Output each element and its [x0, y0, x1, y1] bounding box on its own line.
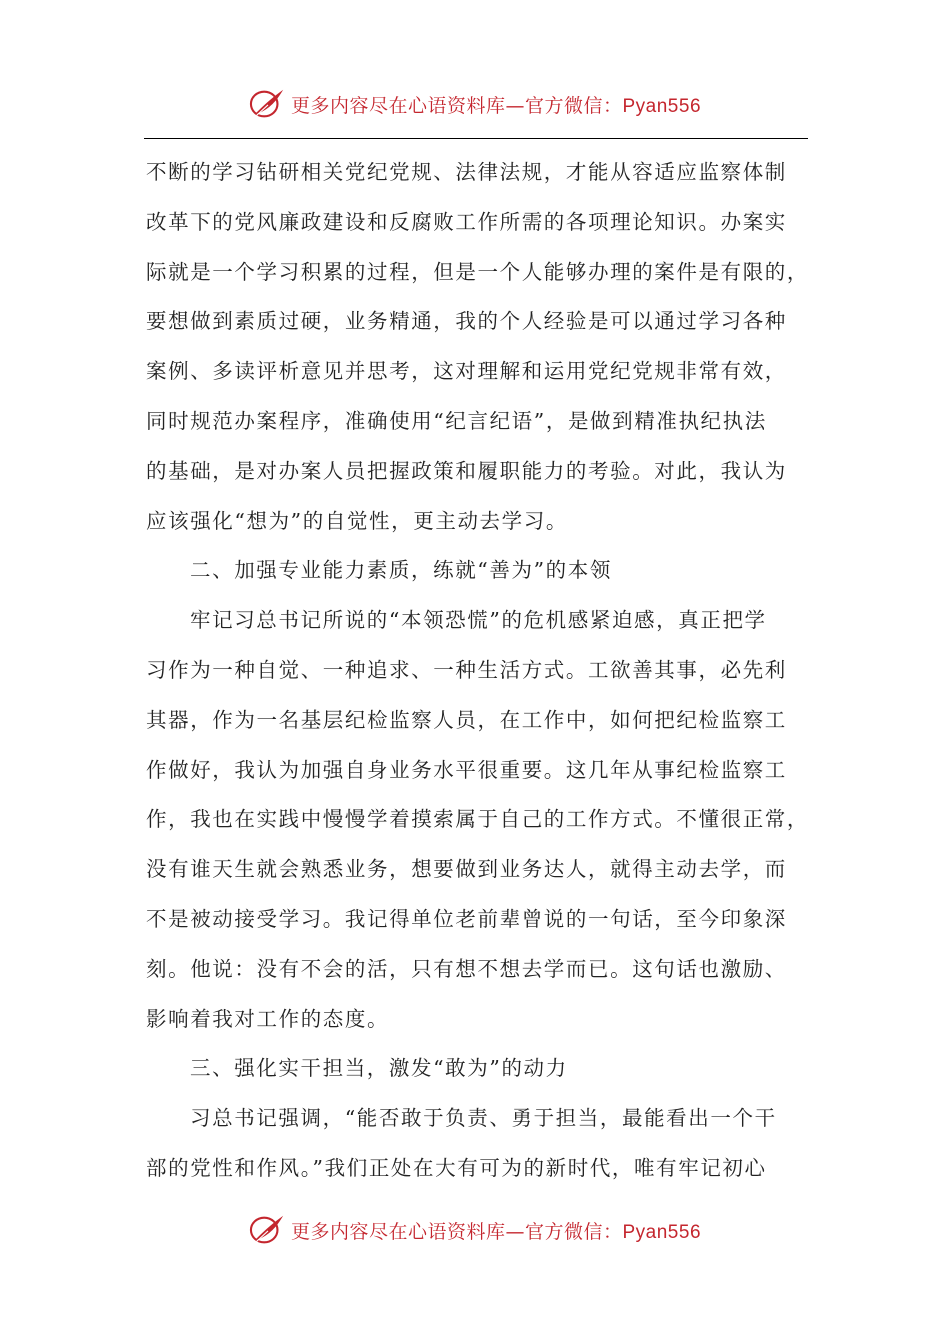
watermark-text: 更多内容尽在心语资料库—官方微信：Pyan556: [290, 1220, 702, 1243]
text-line: 要想做到素质过硬，业务精通，我的个人经验是可以通过学习各种: [146, 309, 787, 334]
header-divider: [144, 138, 808, 139]
feather-quill-logo-icon: [249, 86, 287, 122]
text-line: 牢记习总书记所说的“本领恐慌”的危机感紧迫感，真正把学: [190, 608, 767, 633]
text-line: 案例、多读评析意见并思考，这对理解和运用党纪党规非常有效，: [146, 359, 787, 384]
text-line: 二、加强专业能力素质，练就“善为”的本领: [190, 558, 612, 583]
text-line: 际就是一个学习积累的过程，但是一个人能够办理的案件是有限的，: [146, 259, 809, 284]
text-line: 刻。他说：没有不会的活，只有想不想去学而已。这句话也激励、: [146, 956, 787, 981]
text-line: 习总书记强调，“能否敢于负责、勇于担当，最能看出一个干: [190, 1106, 777, 1131]
text-line: 作做好，我认为加强自身业务水平很重要。这几年从事纪检监察工: [146, 757, 787, 782]
text-line: 习作为一种自觉、一种追求、一种生活方式。工欲善其事，必先利: [146, 657, 787, 682]
text-line: 影响着我对工作的态度。: [146, 1006, 390, 1031]
header-watermark: [0, 84, 950, 124]
text-line: 没有谁天生就会熟悉业务，想要做到业务达人，就得主动去学，而: [146, 857, 787, 882]
footer-watermark: [0, 1210, 950, 1250]
feather-quill-logo-icon: [249, 1212, 287, 1248]
text-line: 不断的学习钻研相关党纪党规、法律法规，才能从容适应监察体制: [146, 160, 787, 184]
text-line: 作，我也在实践中慢慢学着摸索属于自己的工作方式。不懂很正常，: [146, 807, 809, 832]
wechat-id: Pyan556: [622, 95, 702, 117]
text-line: 应该强化“想为”的自觉性，更主动去学习。: [146, 508, 568, 533]
text-line: 不是被动接受学习。我记得单位老前辈曾说的一句话，至今印象深: [146, 906, 787, 931]
wechat-id: Pyan556: [622, 1221, 702, 1243]
text-line: 改革下的党风廉政建设和反腐败工作所需的各项理论知识。办案实: [146, 209, 787, 234]
text-line: 三、强化实干担当，激发“敢为”的动力: [190, 1056, 568, 1081]
text-line: 其器，作为一名基层纪检监察人员，在工作中，如何把纪检监察工: [146, 707, 787, 732]
text-line: 的基础，是对办案人员把握政策和履职能力的考验。对此，我认为: [146, 458, 787, 483]
text-line: 部的党性和作风。”我们正处在大有可为的新时代，唯有牢记初心: [146, 1155, 767, 1180]
document-body: [146, 148, 808, 1194]
watermark-text: 更多内容尽在心语资料库—官方微信：Pyan556: [290, 94, 702, 117]
text-line: 同时规范办案程序，准确使用“纪言纪语”，是做到精准执纪执法: [146, 408, 767, 433]
